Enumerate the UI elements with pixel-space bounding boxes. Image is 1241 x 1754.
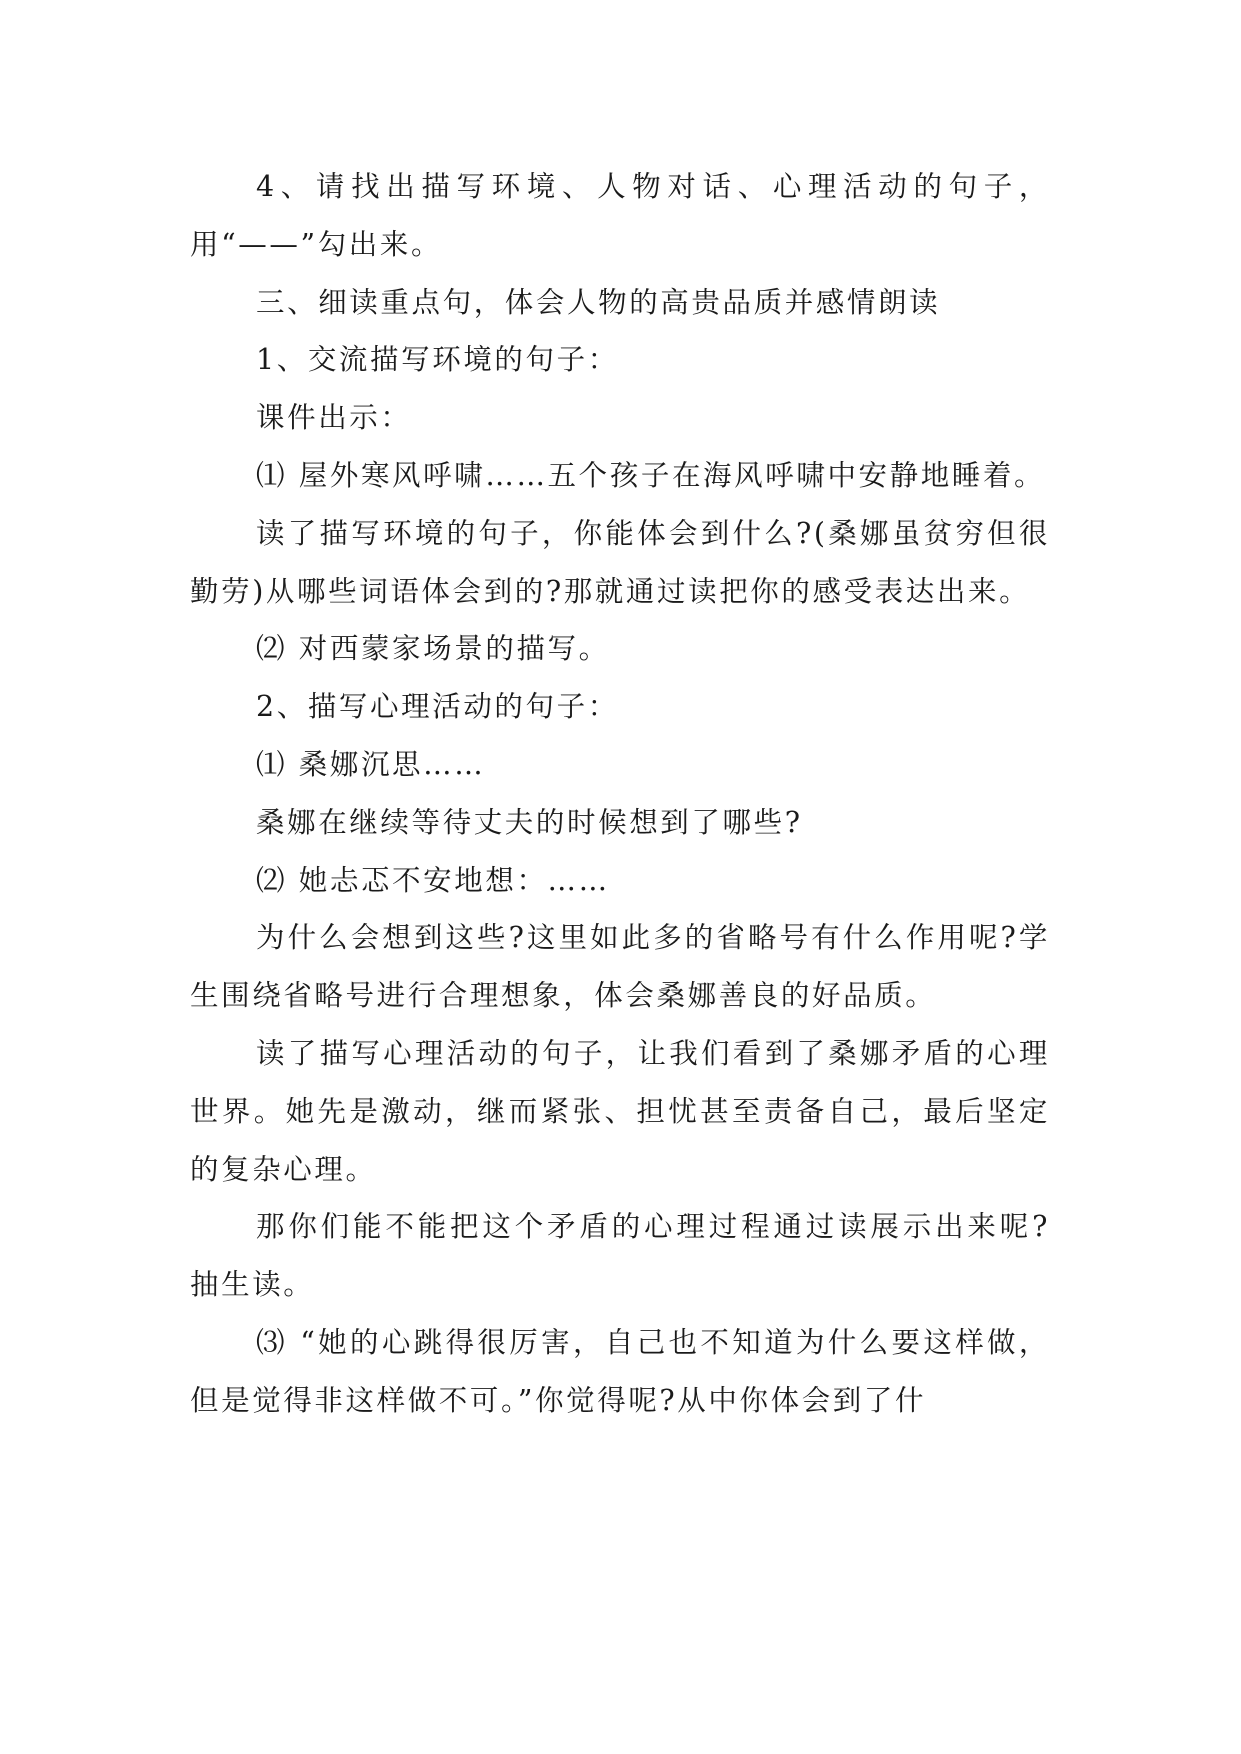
quote-psychology-3: ⑶ “她的心跳得很厉害，自己也不知道为什么要这样做，但是觉得非这样做不可。”你觉得呢?从中你体会到了什: [190, 1325, 1050, 1417]
paragraph-environment-discussion: 读了描写环境的句子，你能体会到什么?(桑娜虽贫穷但很勤劳)从哪些词语体会到的?那就通过读把你的感受表达出来。: [190, 516, 1050, 608]
quote-psychology-1: ⑴ 桑娜沉思……: [256, 747, 486, 781]
paragraph-courseware: 课件出示：: [256, 401, 412, 435]
paragraph-reading-activity: 那你们能不能把这个矛盾的心理过程通过读展示出来呢?抽生读。: [190, 1210, 1050, 1302]
document-body: [190, 158, 1050, 1430]
paragraph-task-4: 4、请找出描写环境、人物对话、心理活动的句子，用“——”勾出来。: [190, 170, 1050, 261]
quote-psychology-2: ⑵ 她忐忑不安地想：……: [256, 863, 610, 897]
section-heading-3: 三、细读重点句，体会人物的高贵品质并感情朗读: [256, 285, 941, 319]
paragraph-question-1: 桑娜在继续等待丈夫的时候想到了哪些?: [256, 805, 803, 839]
subheading-psychology: 2、描写心理活动的句子：: [256, 690, 619, 724]
paragraph-ellipsis-discussion: 为什么会想到这些?这里如此多的省略号有什么作用呢?学生围绕省略号进行合理想象，体会桑娜善良的好品质。: [190, 921, 1050, 1013]
paragraph-psychology-summary: 读了描写心理活动的句子，让我们看到了桑娜矛盾的心理世界。她先是激动，继而紧张、担忧甚至责备自己，最后坚定的复杂心理。: [190, 1036, 1050, 1186]
quote-environment-1: ⑴ 屋外寒风呼啸……五个孩子在海风呼啸中安静地睡着。: [256, 458, 1046, 492]
quote-environment-2: ⑵ 对西蒙家场景的描写。: [256, 632, 610, 666]
subheading-environment: 1、交流描写环境的句子：: [256, 343, 619, 377]
